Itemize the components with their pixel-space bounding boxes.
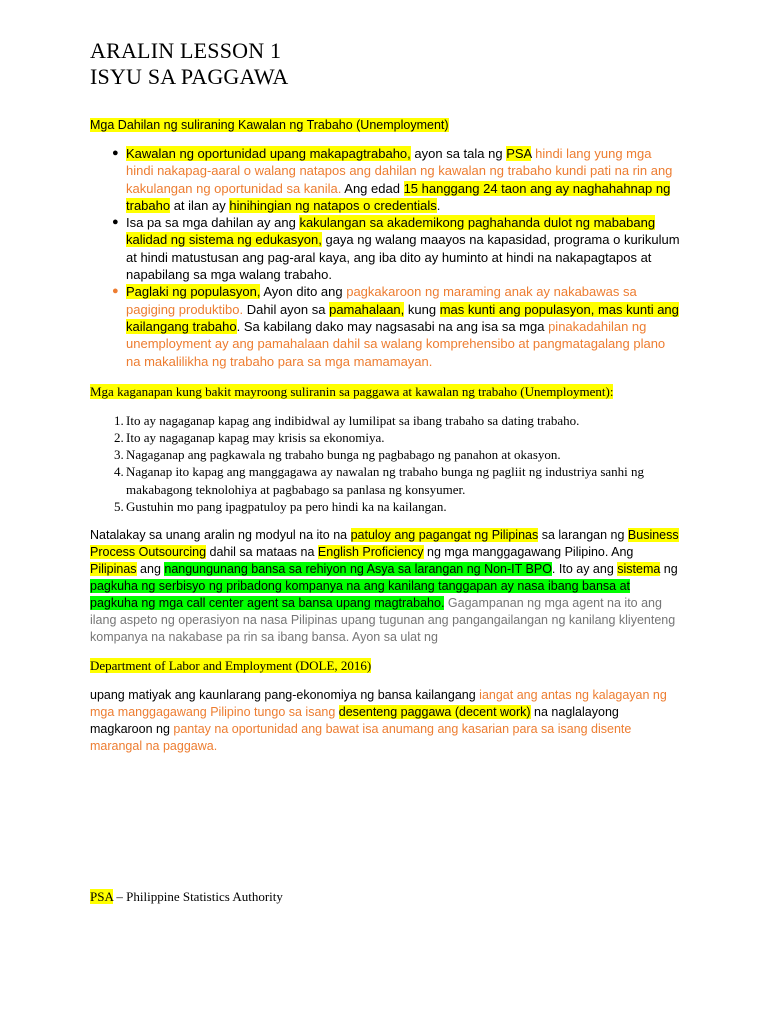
document-page xyxy=(90,38,680,755)
section2-heading: Mga kaganapan kung bakit mayroong suliranin sa paggawa at kawalan ng trabaho (Unemployment): xyxy=(90,383,614,399)
dole-heading: Department of Labor and Employment (DOLE, 2016) xyxy=(90,658,372,674)
list-item: 2. Ito ay nagaganap kapag may krisis sa ekonomiya. xyxy=(114,430,385,446)
list-item: ● Paglaki ng populasyon, Ayon dito ang pagkakaroon ng maraming anak ay nakabawas sa pagiging produktibo. Dahil ayon sa pamahalaan, kung mas kunti ang populasyon, mas kunti ang kailangang trabaho. Sa kabilang dako may nagsasabi na ang isa sa mga pinakadahilan ng unemployment ay ang pamahalaan dahil sa walang komprehensibo at pangmatagalang plano na makalilikha ng trabaho para sa mga mamamayan. xyxy=(112,284,679,369)
lesson-subtitle: ISYU SA PAGGAWA xyxy=(90,64,289,89)
bullet-icon: ● xyxy=(112,285,119,298)
lesson-title: ARALIN LESSON 1 xyxy=(90,38,282,63)
section1-heading: Mga Dahilan ng suliraning Kawalan ng Trabaho (Unemployment) xyxy=(90,118,449,132)
bpo-paragraph: Natalakay sa unang aralin ng modyul na ito na patuloy ang pagangat ng Pilipinas sa larangan ng Business Process Outsourcing dahil sa mataas na English Proficiency ng mga manggagawang Pilipino. Ang Pilipinas ang nangungunang bansa sa rehiyon ng Asya sa larangan ng Non-IT BPO. Ito ay ang sistema ng pagkuha ng serbisyo ng pribadong kompanya na ang kanilang tanggapan ay nasa ibang bansa at pagkuha ng mga call center agent sa bansa upang magtrabaho. Gagampanan ng mga agent na ito ang ilang aspeto ng operasiyon na nasa Pilipinas upang tugunan ang pangangailangan ng kanilang kliyenteng kompanya na nakabase pa rin sa ibang bansa. Ayon sa ulat ng xyxy=(90,528,679,645)
reasons-list xyxy=(90,145,680,370)
list-item: 1. Ito ay nagaganap kapag ang indibidwal ay lumilipat sa ibang trabaho sa dating trabaho. xyxy=(114,412,580,428)
list-item: 3. Nagaganap ang pagkawala ng trabaho bunga ng pagbabago ng panahon at okasyon. xyxy=(114,447,561,463)
bullet-icon: ● xyxy=(112,216,119,229)
bullet-icon: ● xyxy=(112,147,119,159)
decent-work-paragraph: upang matiyak ang kaunlarang pang-ekonomiya ng bansa kailangang iangat ang antas ng kalagayan ng mga manggagawang Pilipino tungo sa isang desenteng paggawa (decent work) na naglalayong magkaroon ng pantay na oportunidad ang bawat isa anumang ang kasarian para sa isang disente marangal na paggawa. xyxy=(90,688,667,754)
list-item: 4. Naganap ito kapag ang manggagawa ay nawalan ng trabaho bunga ng pagliit ng industriya sanhi ng makabagong teknolohiya at pagbabago sa panlasa ng konsyumer. xyxy=(114,464,645,497)
list-item: ● Isa pa sa mga dahilan ay ang kakulangan sa akademikong paghahanda dulot ng mababang kalidad ng sistema ng edukasyon, gaya ng walang maayos na kapasidad, programa o kurikulum at hindi matustusan ang pag-aral kaya, ang iba dito ay huminto at hindi na nakapagtapos at napabilang sa mga walang trabaho. xyxy=(112,215,680,283)
list-item: 5. Gustuhin mo pang ipagpatuloy pa pero hindi ka na kailangan. xyxy=(114,498,447,514)
events-list xyxy=(90,412,680,515)
list-item: ● Kawalan ng oportunidad upang makapagtrabaho, ayon sa tala ng PSA hindi lang yung mga hindi nakapag-aaral o walang natapos ang dahilan ng kawalan ng trabaho kundi pati na rin ang kakulangan ng oportunidad sa kanila. Ang edad 15 hanggang 24 taon ang ay naghahahnap ng trabaho at ilan ay hinihingian ng natapos o credentials. xyxy=(112,146,673,213)
footnote: PSA – Philippine Statistics Authority xyxy=(90,889,283,904)
